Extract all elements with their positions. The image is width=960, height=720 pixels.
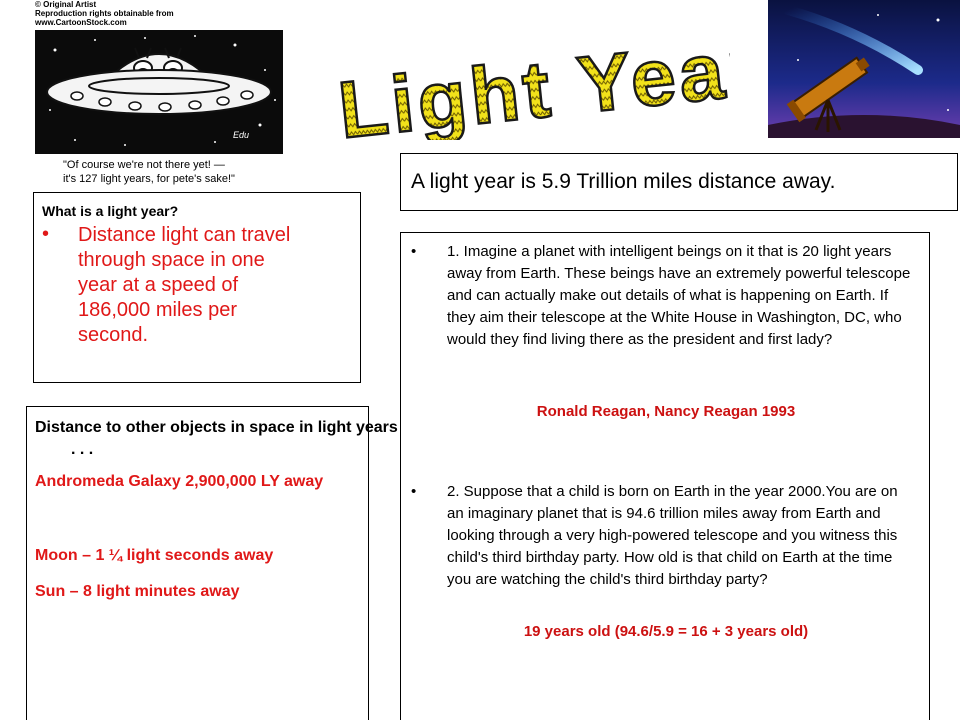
cartoon-scene	[35, 30, 283, 154]
distance-item: Sun – 8 light minutes away	[35, 583, 240, 600]
distance-item: Andromeda Galaxy 2,900,000 LY away	[35, 473, 324, 490]
questions-box	[400, 232, 930, 720]
title-text: Light Year	[334, 30, 730, 140]
question-answer: 19 years old (94.6/5.9 = 16 + 3 years old)	[523, 623, 809, 640]
title-wordart	[330, 30, 730, 140]
headline-text: A light year is 5.9 Trillion miles distance away.	[411, 170, 836, 193]
answer-line: 186,000 miles per	[78, 299, 237, 321]
caption-line: it's 127 light years, for pete's sake!"	[63, 173, 235, 185]
telescope-image	[768, 0, 960, 138]
definition-answer	[78, 223, 348, 348]
answer-line: year at a speed of	[78, 274, 239, 296]
ufo-cartoon	[33, 0, 285, 188]
definition-box	[33, 192, 361, 383]
headline-box	[400, 153, 958, 211]
page-title	[330, 30, 730, 140]
cartoon-caption	[63, 158, 285, 186]
answer-line: second.	[78, 324, 149, 346]
distances-box	[26, 406, 398, 720]
caption-line: "Of course we're not there yet! —	[63, 159, 225, 171]
question-answer: Ronald Reagan, Nancy Reagan 1993	[536, 403, 796, 420]
credit-line: www.CartoonStock.com	[35, 18, 127, 27]
credit-line: © Original Artist	[35, 0, 97, 9]
bullet-marker: •	[42, 223, 50, 245]
cartoon-credit	[35, 0, 174, 27]
question-text: 2. Suppose that a child is born on Earth in the year 2000.You are on an imaginary planet that is 94.6 trillion miles away from Earth and looking through a very high-powered telescope and you witness this child's third birthday party. How old is that child on Earth at the time you are watching the child's third birthday party?	[447, 483, 898, 588]
distance-item: Moon – 1 ¼ light seconds away	[35, 547, 274, 564]
credit-line: Reproduction rights obtainable from	[35, 9, 174, 18]
answer-line: through space in one	[78, 249, 265, 271]
telescope-illustration	[768, 0, 960, 138]
answer-line: Distance light can travel	[78, 224, 291, 246]
cartoon-signature: Edu	[233, 130, 250, 140]
distances-heading: Distance to other objects in space in light years . . .	[35, 419, 398, 458]
bullet-marker: •	[411, 243, 417, 260]
definition-question: What is a light year?	[42, 203, 179, 219]
ufo-illustration	[35, 30, 283, 154]
question-text: 1. Imagine a planet with intelligent beings on it that is 20 light years away from Earth. These beings have an extremely powerful telescope and can actually make out details of what is happening on Earth. If they aim their telescope at the White House in Washington, DC, who would they find living there as the president and first lady?	[447, 243, 911, 348]
bullet-marker: •	[411, 483, 417, 500]
